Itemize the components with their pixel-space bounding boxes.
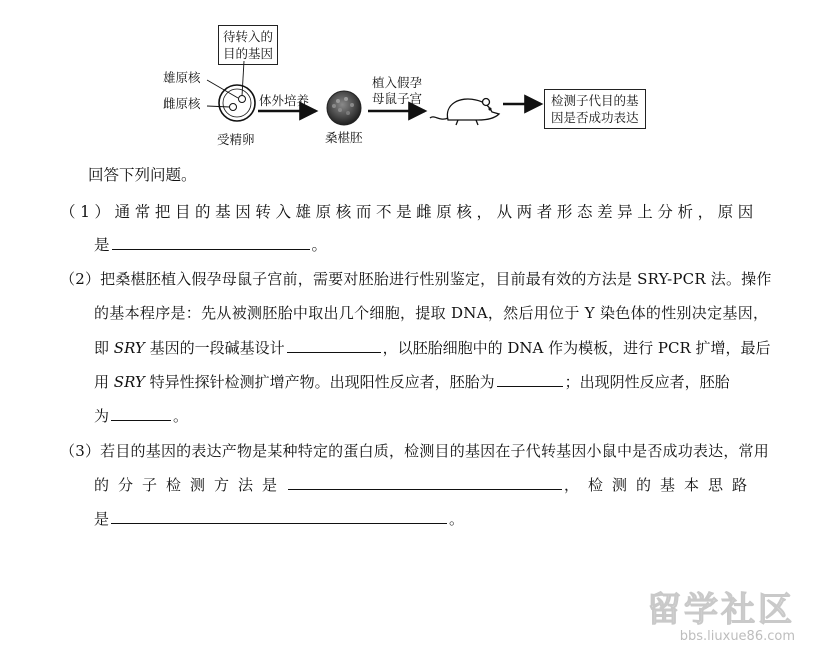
q2-line2: 的基本程序是：先从被测胚胎中取出几个细胞，提取 DNA，然后用位于 Y 染色体的性别决定基因， bbox=[94, 304, 769, 322]
experiment-flow-diagram bbox=[0, 0, 815, 165]
target-gene-label-line1: 待转入的 bbox=[223, 29, 274, 44]
q3-line2: 的分子检测方法是 ，检测的基本思路 bbox=[94, 476, 757, 494]
implant-label-line2: 母鼠子宫 bbox=[372, 91, 423, 106]
q3-approach-blank[interactable] bbox=[111, 522, 447, 524]
q1-line2: 是 。 bbox=[94, 236, 328, 254]
target-gene-label-line2: 目的基因 bbox=[223, 46, 274, 61]
q2-line3: 即 SRY 基因的一段碱基设计 ，以胚胎细胞中的 DNA 作为模板，进行 PCR 扩增，最后 bbox=[94, 339, 771, 357]
site-watermark bbox=[647, 590, 795, 644]
q3-method-blank[interactable] bbox=[288, 488, 562, 490]
watermark-url: bbs.liuxue86.com bbox=[679, 629, 795, 644]
q1-answer-blank[interactable] bbox=[112, 248, 310, 250]
morula-icon bbox=[327, 91, 361, 125]
q3-line3: 是 。 bbox=[94, 510, 465, 528]
target-gene-box bbox=[218, 25, 278, 65]
watermark-logo-text: 留学社区 bbox=[647, 590, 795, 630]
fertilized-egg-label: 受精卵 bbox=[217, 132, 255, 147]
detect-label-line2: 因是否成功表达 bbox=[551, 110, 639, 125]
morula-label: 桑椹胚 bbox=[325, 130, 363, 145]
mouse-icon bbox=[430, 99, 499, 126]
sry-gene-name-2: SRY bbox=[113, 373, 145, 391]
q2-line5: 为 。 bbox=[94, 407, 189, 425]
male-nucleus-label: 雄原核 bbox=[163, 70, 201, 85]
implant-label-line1: 植入假孕 bbox=[372, 75, 423, 90]
detect-box bbox=[544, 89, 646, 129]
female-nucleus-label: 雌原核 bbox=[163, 96, 201, 111]
q1-line1: （1）通常把目的基因转入雄原核而不是雌原核，从两者形态差异上分析，原因 bbox=[60, 203, 758, 221]
q2-positive-blank[interactable] bbox=[497, 385, 563, 387]
q2-primer-blank[interactable] bbox=[287, 351, 381, 353]
q2-line4: 用 SRY 特异性探针检测扩增产物。出现阳性反应者，胚胎为 ；出现阴性反应者，胚胎 bbox=[94, 373, 730, 391]
q2-line1: （2）把桑椹胚植入假孕母鼠子宫前，需要对胚胎进行性别鉴定，目前最有效的方法是 SRY-PCR 法。操作 bbox=[60, 270, 772, 288]
intro-text: 回答下列问题。 bbox=[88, 166, 197, 184]
q3-line1: （3）若目的基因的表达产物是某种特定的蛋白质，检测目的基因在子代转基因小鼠中是否成功表达，常用 bbox=[60, 442, 769, 460]
q2-negative-blank[interactable] bbox=[111, 419, 171, 421]
detect-label-line1: 检测子代目的基 bbox=[551, 93, 639, 108]
sry-gene-name: SRY bbox=[113, 339, 145, 357]
culture-label: 体外培养 bbox=[259, 93, 310, 108]
